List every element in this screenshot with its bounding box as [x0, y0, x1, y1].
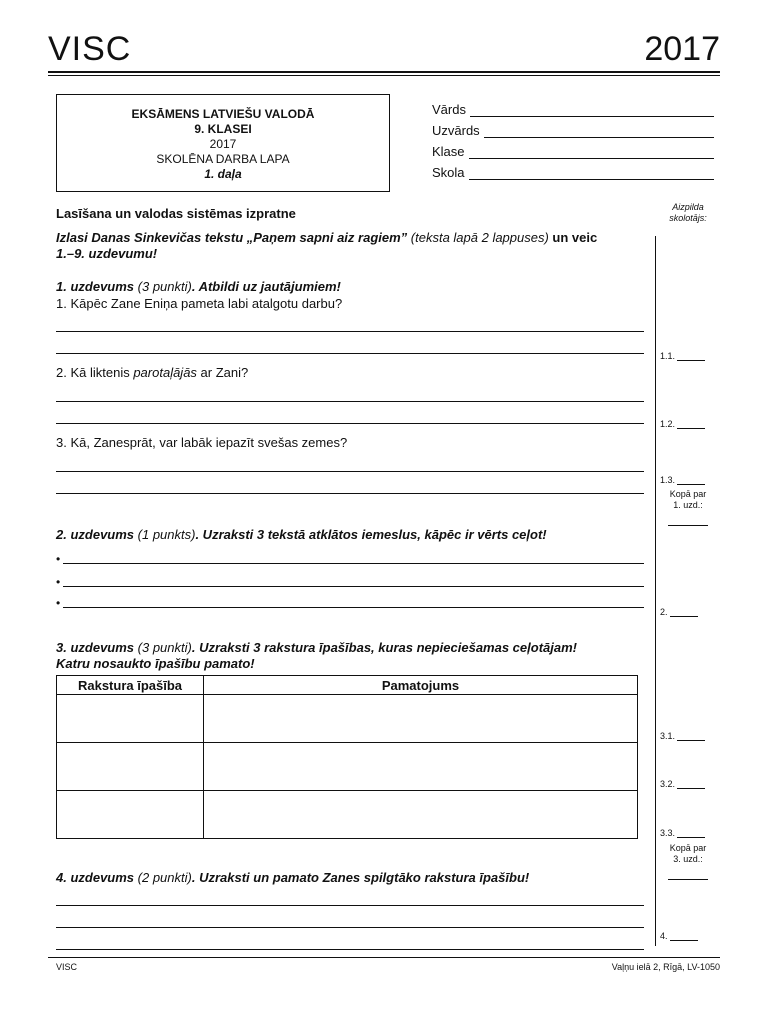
- answer-line[interactable]: [56, 493, 644, 494]
- reason-line-2[interactable]: [56, 573, 644, 587]
- column-header-justification: Pamatojums: [204, 676, 638, 695]
- school-field[interactable]: [432, 162, 714, 180]
- task-4-instruction: . Uzraksti un pamato Zanes spilgtāko rakstura īpašību!: [191, 870, 530, 885]
- class-label: Klase: [432, 144, 465, 159]
- answer-line[interactable]: [56, 927, 644, 928]
- subtotal-3-line[interactable]: [668, 879, 708, 880]
- q2-part-c: ar Zani?: [196, 365, 249, 380]
- task-1-heading: [56, 279, 341, 295]
- score-label: 3.3.: [660, 828, 676, 838]
- reason-line-3[interactable]: [56, 594, 644, 608]
- task-1-question-2: [56, 365, 248, 381]
- task-3-instruction-2: Katru nosaukto īpašību pamato!: [56, 656, 255, 671]
- subtotal-3-line1: Kopā par: [669, 843, 707, 853]
- footer-rule: [48, 957, 720, 958]
- table-row: [57, 791, 638, 839]
- score-label: 4.: [660, 931, 668, 941]
- exam-part: 1. daļa: [204, 167, 242, 181]
- answer-line[interactable]: [56, 905, 644, 906]
- bullet: •: [56, 575, 61, 589]
- score-label: 3.2.: [660, 779, 676, 789]
- task-2-label: 2. uzdevums: [56, 527, 135, 542]
- header-org: VISC: [48, 30, 132, 68]
- justification-cell[interactable]: [204, 743, 638, 791]
- task-2-heading: [56, 527, 547, 543]
- header-rule: [48, 71, 720, 73]
- class-field[interactable]: [432, 141, 714, 159]
- q2-part-b: parotaļājās: [133, 365, 197, 380]
- score-3-1[interactable]: [660, 729, 720, 741]
- score-label: 1.1.: [660, 351, 676, 361]
- subtotal-1-line[interactable]: [668, 525, 708, 526]
- answer-line[interactable]: [56, 423, 644, 424]
- name-label: Vārds: [432, 102, 466, 117]
- task-4-label: 4. uzdevums: [56, 870, 135, 885]
- task-3-points: (3 punkti): [134, 640, 192, 655]
- class-line[interactable]: [469, 146, 714, 159]
- header-year: 2017: [644, 30, 720, 68]
- q2-part-a: 2. Kā liktenis: [56, 365, 134, 380]
- justification-cell[interactable]: [204, 695, 638, 743]
- exam-info-box: [56, 94, 390, 192]
- task-4-heading: [56, 870, 529, 886]
- trait-cell[interactable]: [57, 791, 204, 839]
- exam-year: 2017: [209, 137, 237, 151]
- school-label: Skola: [432, 165, 465, 180]
- surname-label: Uzvārds: [432, 123, 480, 138]
- exam-title: EKSĀMENS LATVIEŠU VALODĀ: [131, 107, 315, 121]
- answer-line[interactable]: [56, 471, 644, 472]
- instr-text-range: 1.–9. uzdevumu!: [56, 246, 158, 261]
- score-label: 3.1.: [660, 731, 676, 741]
- table-row: [57, 695, 638, 743]
- teacher-column-divider: [655, 236, 656, 946]
- subtotal-task-1[interactable]: [656, 489, 720, 526]
- subtotal-task-3[interactable]: [656, 843, 720, 880]
- score-3-3[interactable]: [660, 826, 720, 838]
- score-4[interactable]: [660, 929, 720, 941]
- score-1-3[interactable]: [660, 473, 720, 485]
- task-1-points: (3 punkti): [134, 279, 192, 294]
- answer-line[interactable]: [56, 401, 644, 402]
- subtotal-1-line1: Kopā par: [669, 489, 707, 499]
- section-instructions: [56, 230, 648, 262]
- task-2-instruction: . Uzraksti 3 tekstā atklātos iemeslus, kāpēc ir vērts ceļot!: [195, 527, 547, 542]
- task-1-label: 1. uzdevums: [56, 279, 135, 294]
- reason-line-1[interactable]: [56, 550, 644, 564]
- exam-sheet: SKOLĒNA DARBA LAPA: [156, 152, 290, 166]
- score-label: 1.2.: [660, 419, 676, 429]
- task-3-heading: [56, 640, 646, 672]
- traits-table: [56, 675, 638, 839]
- answer-line[interactable]: [56, 949, 644, 950]
- name-field[interactable]: [432, 99, 714, 117]
- subtotal-1-line2: 1. uzd.:: [673, 500, 703, 510]
- surname-line[interactable]: [484, 125, 714, 138]
- score-3-2[interactable]: [660, 777, 720, 789]
- section-title: Lasīšana un valodas sistēmas izpratne: [56, 206, 296, 221]
- instr-text-do: un veic: [552, 230, 598, 245]
- header-rule-thin: [48, 75, 720, 76]
- trait-cell[interactable]: [57, 695, 204, 743]
- bullet: •: [56, 552, 61, 566]
- bullet: •: [56, 596, 61, 610]
- teacher-column-heading: [656, 202, 720, 224]
- task-1-question-3: 3. Kā, Zanesprāt, var labāk iepazīt svešas zemes?: [56, 435, 348, 450]
- trait-cell[interactable]: [57, 743, 204, 791]
- exam-grade: 9. KLASEI: [194, 122, 252, 136]
- teacher-heading-line2: skolotājs:: [669, 213, 707, 223]
- teacher-heading-line1: Aizpilda: [672, 202, 704, 212]
- score-1-2[interactable]: [660, 417, 720, 429]
- task-1-question-1: 1. Kāpēc Zane Eniņa pameta labi atalgotu darbu?: [56, 296, 343, 311]
- subtotal-3-line2: 3. uzd.:: [673, 854, 703, 864]
- score-1-1[interactable]: [660, 349, 720, 361]
- task-2-points: (1 punkts): [134, 527, 196, 542]
- task-1-instruction: . Atbildi uz jautājumiem!: [191, 279, 341, 294]
- column-header-trait: Rakstura īpašība: [57, 676, 204, 695]
- school-line[interactable]: [469, 167, 714, 180]
- table-row: [57, 743, 638, 791]
- instr-text-title: Izlasi Danas Sinkevičas tekstu „Paņem sapni aiz ragiem”: [56, 230, 408, 245]
- justification-cell[interactable]: [204, 791, 638, 839]
- name-line[interactable]: [470, 104, 714, 117]
- score-label: 1.3.: [660, 475, 676, 485]
- answer-line[interactable]: [56, 353, 644, 354]
- score-2[interactable]: [660, 605, 720, 617]
- footer-address: Vaļņu ielā 2, Rīgā, LV-1050: [611, 962, 720, 972]
- task-3-instruction: . Uzraksti 3 rakstura īpašības, kuras nepieciešamas ceļotājam!: [191, 640, 577, 655]
- answer-line[interactable]: [56, 331, 644, 332]
- surname-field[interactable]: [432, 120, 714, 138]
- footer-org: VISC: [56, 962, 78, 972]
- task-3-label: 3. uzdevums: [56, 640, 135, 655]
- task-4-points: (2 punkti): [134, 870, 192, 885]
- instr-text-pages: (teksta lapā 2 lappuses): [407, 230, 553, 245]
- score-label: 2.: [660, 607, 668, 617]
